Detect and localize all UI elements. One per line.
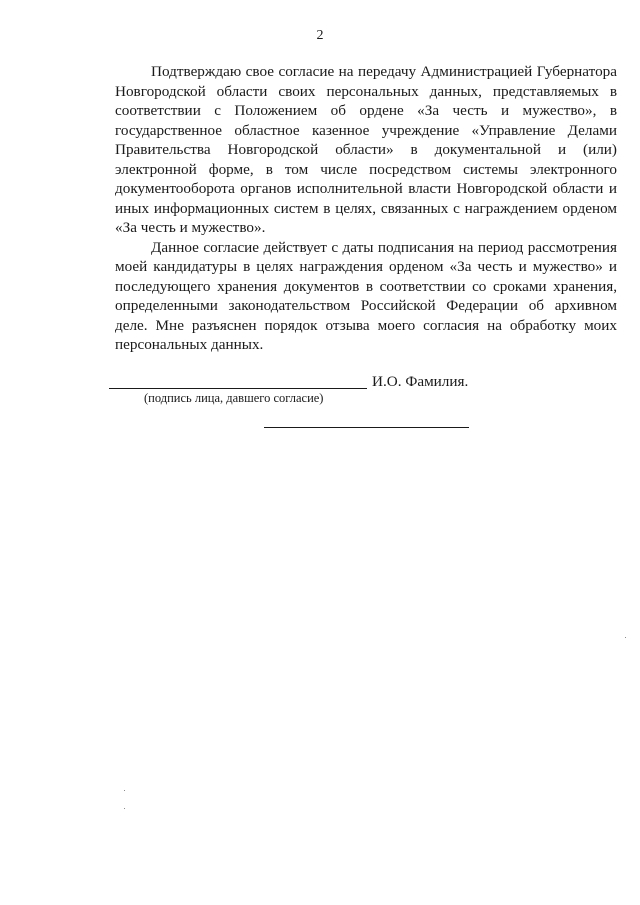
page-number: 2: [316, 28, 324, 43]
end-of-document-rule: [264, 427, 469, 428]
signatory-name: И.О. Фамилия.: [372, 373, 469, 390]
scan-speck: [625, 637, 626, 638]
scan-speck: [124, 808, 125, 809]
signature-line: [109, 388, 367, 389]
signature-caption: (подпись лица, давшего согласие): [144, 391, 324, 405]
consent-paragraph-transfer: Подтверждаю свое согласие на передачу Администрацией Губернатора Новгородской области своих персональных данных, представляемых в соответствии с Положением об ордене «За честь и мужество», в государственное областное казенное учреждение «Управление Делами Правительства Новгородской области» в документальной и (или) электронной форме, в том числе посредством системы электронного документооборота органов исполнительной власти Новгородской области и иных информационных систем в целях, связанных с награждением орденом «За честь и мужество».: [115, 63, 617, 236]
consent-text: [115, 62, 617, 355]
scan-speck: [124, 790, 125, 791]
consent-paragraph-validity: Данное согласие действует с даты подписания на период рассмотрения моей кандидатуры в целях награждения орденом «За честь и мужество» и последующего хранения документов в соответствии со сроками хранения, определенными законодательством Российской Федерации об архивном деле. Мне разъяснен порядок отзыва моего согласия на обработку моих персональных данных.: [115, 238, 617, 353]
